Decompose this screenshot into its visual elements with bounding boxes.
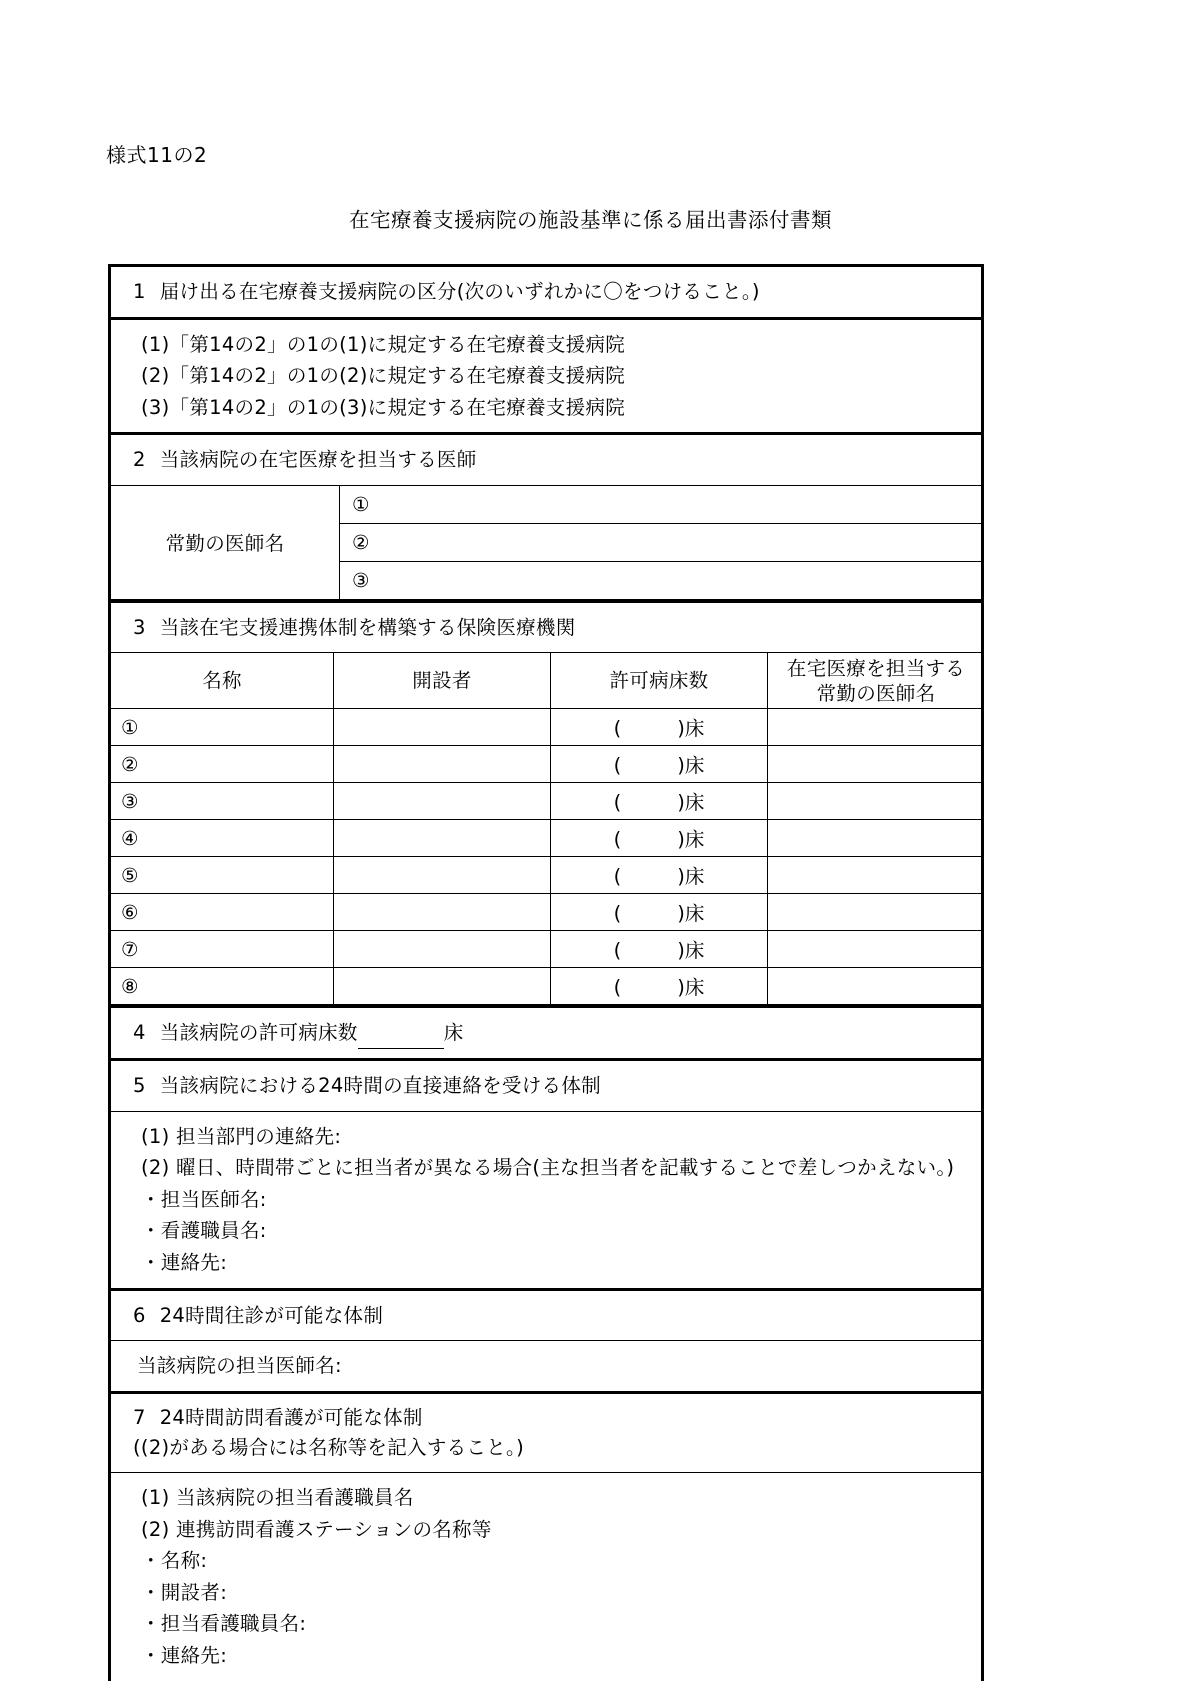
beds-open-paren: (	[613, 976, 622, 1000]
section-5-bullet-contact[interactable]: ・連絡先:	[141, 1250, 228, 1274]
beds-close-paren: )床	[677, 865, 705, 889]
section-1-number: 1	[133, 280, 146, 303]
table-row	[111, 968, 984, 1005]
institutions-table	[111, 653, 984, 1005]
inst-row-beds[interactable]	[551, 783, 768, 820]
table-header-row	[111, 653, 984, 709]
section-5-title: 当該病院における24時間の直接連絡を受ける体制	[159, 1074, 601, 1098]
beds-open-paren: (	[613, 717, 622, 741]
beds-close-paren: )床	[677, 902, 705, 926]
inst-row-beds[interactable]	[551, 968, 768, 1005]
section-5-number: 5	[133, 1074, 146, 1098]
beds-open-paren: (	[613, 865, 622, 889]
table-row	[111, 931, 984, 968]
inst-row-doctor[interactable]	[768, 783, 985, 820]
inst-row-doctor[interactable]	[768, 894, 985, 931]
section-5-item-1[interactable]: (1) 担当部門の連絡先:	[141, 1124, 342, 1148]
section-4-unit: 床	[443, 1021, 464, 1045]
col-header-name: 名称	[111, 653, 334, 709]
section-6-doctor-field[interactable]: 当該病院の担当医師名:	[137, 1354, 342, 1378]
section-3-heading-row	[111, 603, 981, 654]
col-header-beds: 許可病床数	[551, 653, 768, 709]
page-title: 在宅療養支援病院の施設基準に係る届出書添付書類	[349, 208, 832, 232]
table-row	[111, 894, 984, 931]
inst-row-owner[interactable]	[334, 931, 551, 968]
inst-row-index[interactable]: ②	[111, 746, 334, 783]
section-2-title: 当該病院の在宅医療を担当する医師	[159, 448, 477, 472]
section-7-item-1[interactable]: (1) 当該病院の担当看護職員名	[141, 1486, 414, 1510]
col-header-doctor-line1: 在宅医療を担当する	[786, 656, 966, 680]
section-3-title: 当該在宅支援連携体制を構築する保険医療機関	[159, 615, 576, 639]
table-row	[111, 783, 984, 820]
doctors-slot-3[interactable]: ③	[340, 561, 982, 599]
inst-row-doctor[interactable]	[768, 931, 985, 968]
section-7-bullet-name[interactable]: ・名称:	[141, 1549, 208, 1573]
section-6-body-row	[111, 1341, 981, 1394]
inst-row-beds[interactable]	[551, 709, 768, 746]
inst-row-beds[interactable]	[551, 931, 768, 968]
col-header-doctor-line2: 常勤の医師名	[816, 681, 936, 705]
inst-row-owner[interactable]	[334, 709, 551, 746]
section-4-number: 4	[133, 1021, 146, 1045]
inst-row-beds[interactable]	[551, 820, 768, 857]
inst-row-owner[interactable]	[334, 746, 551, 783]
section-7-bullet-nurse[interactable]: ・担当看護職員名:	[141, 1612, 307, 1636]
beds-open-paren: (	[613, 939, 622, 963]
section-7-heading-row	[111, 1394, 981, 1473]
inst-row-doctor[interactable]	[768, 857, 985, 894]
doctors-slot-2[interactable]: ②	[340, 523, 982, 561]
table-row	[111, 820, 984, 857]
section-1-options-row	[111, 320, 981, 436]
inst-row-owner[interactable]	[334, 857, 551, 894]
inst-row-index[interactable]: ④	[111, 820, 334, 857]
section-7-bullet-owner[interactable]: ・開設者:	[141, 1580, 228, 1604]
inst-row-index[interactable]: ①	[111, 709, 334, 746]
section-5-heading-row	[111, 1061, 981, 1112]
table-row	[111, 857, 984, 894]
doctors-table-label: 常勤の医師名	[111, 486, 340, 600]
section-7-item-2[interactable]: (2) 連携訪問看護ステーションの名称等	[141, 1517, 492, 1541]
section-2-number: 2	[133, 448, 146, 472]
beds-open-paren: (	[613, 902, 622, 926]
inst-row-owner[interactable]	[334, 894, 551, 931]
inst-row-index[interactable]: ⑤	[111, 857, 334, 894]
inst-row-index[interactable]: ⑥	[111, 894, 334, 931]
doctors-slot-1[interactable]: ①	[340, 486, 982, 524]
table-row	[111, 746, 984, 783]
beds-open-paren: (	[613, 828, 622, 852]
inst-row-owner[interactable]	[334, 968, 551, 1005]
section-7-note: ((2)がある場合には名称等を記入すること。)	[133, 1435, 524, 1459]
beds-close-paren: )床	[677, 939, 705, 963]
section-6-heading-row	[111, 1291, 981, 1342]
section-5-item-2[interactable]: (2) 曜日、時間帯ごとに担当者が異なる場合(主な担当者を記載することで差しつかえない。)	[141, 1156, 955, 1180]
section-7-number: 7	[133, 1405, 146, 1429]
section-6-number: 6	[133, 1303, 146, 1327]
section-2-heading-row	[111, 435, 981, 486]
section-1-option-2[interactable]: (2)「第14の2」の1の(2)に規定する在宅療養支援病院	[141, 364, 626, 388]
table-row	[111, 709, 984, 746]
doctors-table	[111, 486, 981, 600]
inst-row-beds[interactable]	[551, 857, 768, 894]
section-5-body-row	[111, 1112, 981, 1291]
beds-open-paren: (	[613, 754, 622, 778]
beds-open-paren: (	[613, 791, 622, 815]
beds-close-paren: )床	[677, 976, 705, 1000]
section-3-number: 3	[133, 615, 146, 639]
section-6-title: 24時間往診が可能な体制	[159, 1303, 384, 1327]
inst-row-index[interactable]: ⑧	[111, 968, 334, 1005]
inst-row-beds[interactable]	[551, 894, 768, 931]
inst-row-owner[interactable]	[334, 783, 551, 820]
section-4-row	[111, 1008, 981, 1061]
section-2-doctors-table-wrap	[111, 486, 981, 603]
section-1-option-3[interactable]: (3)「第14の2」の1の(3)に規定する在宅療養支援病院	[141, 395, 626, 419]
inst-row-doctor[interactable]	[768, 968, 985, 1005]
beds-close-paren: )床	[677, 754, 705, 778]
section-1-option-1[interactable]: (1)「第14の2」の1の(1)に規定する在宅療養支援病院	[141, 332, 626, 356]
col-header-doctor	[768, 653, 985, 709]
section-5-bullet-nurse[interactable]: ・看護職員名:	[141, 1219, 267, 1243]
inst-row-index[interactable]: ③	[111, 783, 334, 820]
inst-row-owner[interactable]	[334, 820, 551, 857]
inst-row-doctor[interactable]	[768, 709, 985, 746]
form-code: 様式11の2	[106, 143, 208, 167]
inst-row-index[interactable]: ⑦	[111, 931, 334, 968]
section-3-institutions-table-wrap	[111, 653, 981, 1008]
beds-close-paren: )床	[677, 791, 705, 815]
bed-count-input[interactable]	[358, 1027, 444, 1049]
inst-row-beds[interactable]	[551, 746, 768, 783]
inst-row-doctor[interactable]	[768, 746, 985, 783]
section-1-heading-row	[111, 267, 981, 320]
section-5-bullet-doctor[interactable]: ・担当医師名:	[141, 1187, 267, 1211]
beds-close-paren: )床	[677, 828, 705, 852]
section-7-title: 24時間訪問看護が可能な体制	[159, 1405, 423, 1429]
section-7-body-row	[111, 1473, 981, 1680]
section-7-bullet-contact[interactable]: ・連絡先:	[141, 1644, 228, 1667]
inst-row-doctor[interactable]	[768, 820, 985, 857]
col-header-owner: 開設者	[334, 653, 551, 709]
section-1-title: 届け出る在宅療養支援病院の区分(次のいずれかに〇をつけること。)	[159, 280, 760, 303]
table-row	[111, 486, 981, 524]
section-4-title: 当該病院の許可病床数	[159, 1021, 358, 1045]
form-table	[108, 264, 984, 1681]
beds-close-paren: )床	[677, 717, 705, 741]
